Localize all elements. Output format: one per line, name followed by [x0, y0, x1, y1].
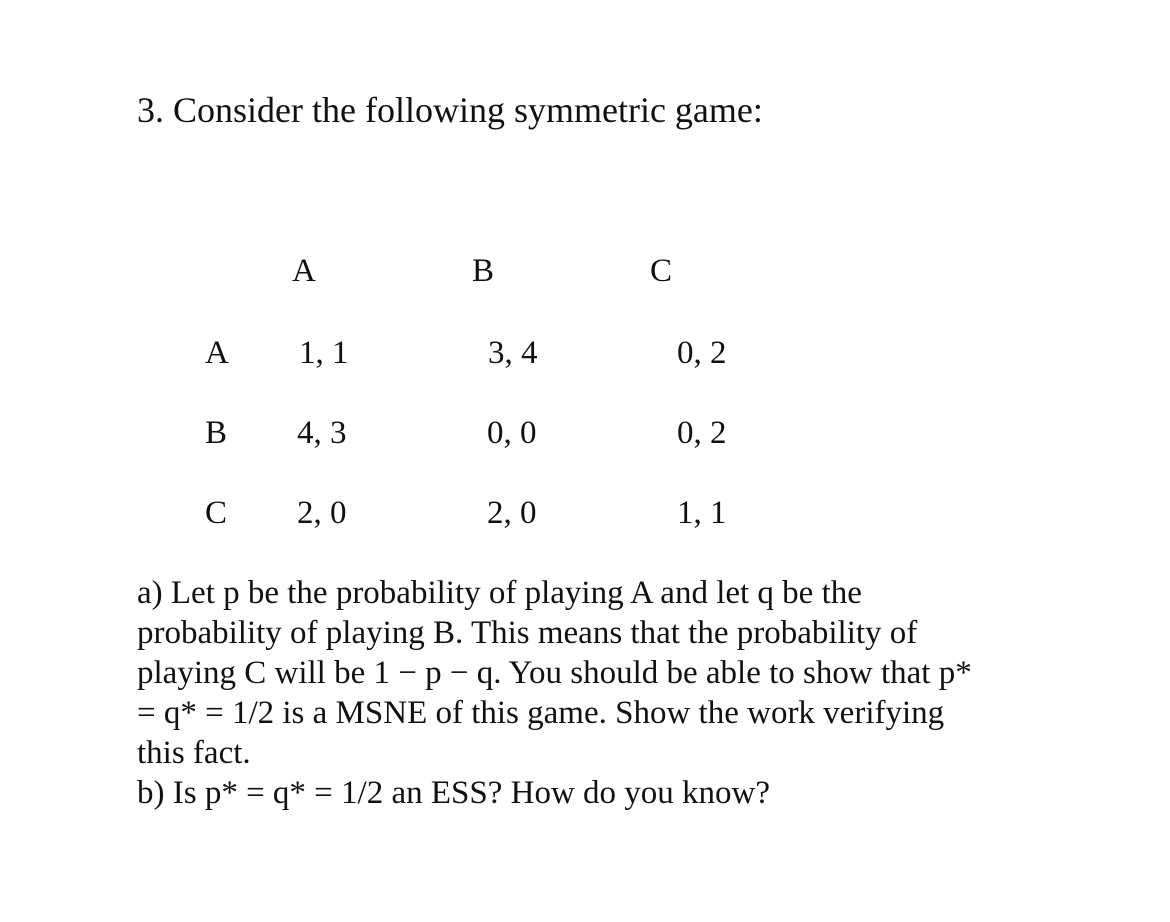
payoff-cell: 0, 2: [677, 415, 727, 451]
part-b-line: b) Is p* = q* = 1/2 an ESS? How do you know?: [137, 775, 771, 811]
row-label-a: A: [205, 335, 229, 371]
payoff-cell: 2, 0: [297, 495, 347, 531]
part-a-line: = q* = 1/2 is a MSNE of this game. Show the work verifying: [137, 695, 945, 731]
payoff-cell: 3, 4: [488, 335, 538, 371]
payoff-cell: 2, 0: [487, 495, 537, 531]
row-label-c: C: [205, 495, 228, 531]
payoff-cell: 1, 1: [677, 495, 727, 531]
column-header-c: C: [650, 253, 673, 289]
part-a-line: a) Let p be the probability of playing A and let q be the: [137, 575, 862, 611]
payoff-cell: 0, 0: [487, 415, 537, 451]
row-label-b: B: [205, 415, 228, 451]
part-a-line: playing C will be 1 − p − q. You should be able to show that p*: [137, 655, 972, 691]
question-text: [137, 573, 1037, 813]
part-a-line: this fact.: [137, 735, 251, 771]
column-header-a: A: [292, 253, 316, 289]
payoff-cell: 4, 3: [297, 415, 347, 451]
payoff-cell: 0, 2: [677, 335, 727, 371]
question-heading: 3. Consider the following symmetric game:: [137, 90, 763, 130]
part-a-line: probability of playing B. This means that the probability of: [137, 615, 918, 651]
column-header-b: B: [472, 253, 495, 289]
payoff-cell: 1, 1: [299, 335, 349, 371]
